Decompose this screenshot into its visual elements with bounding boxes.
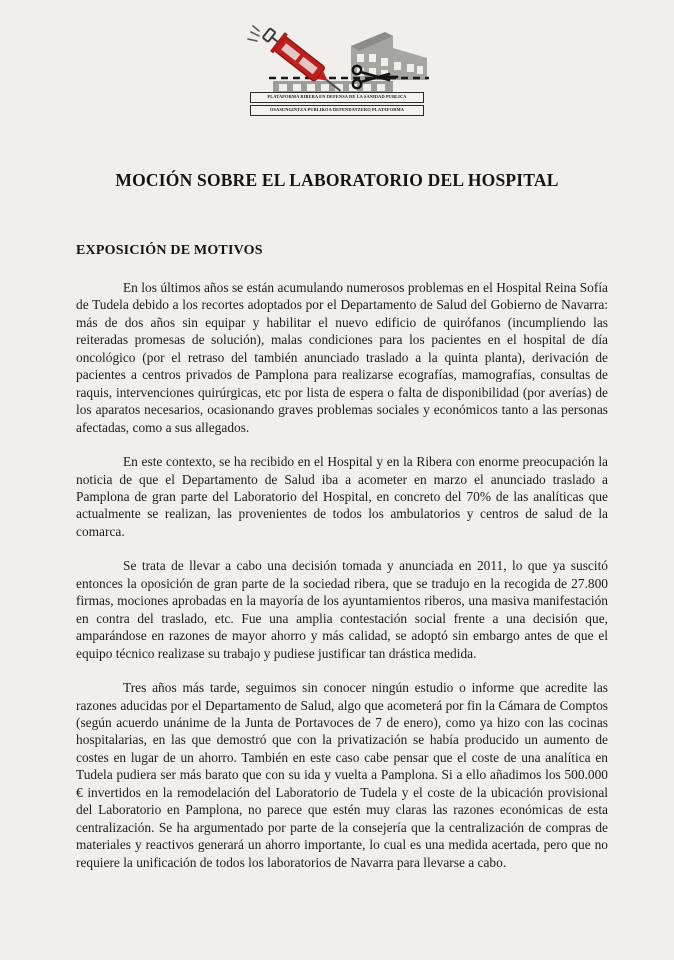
plataforma-ribera-logo	[239, 18, 435, 126]
letterhead	[0, 0, 674, 126]
logo-banner-group	[250, 92, 424, 116]
body-paragraph: Tres años más tarde, seguimos sin conocer ningún estudio o informe que acredite las razones aducidas por el Departamento de Salud, algo que acometerá por fin la Cámara de Comptos (según acuerdo unánime de la Junta de Portavoces de 7 de enero), como ya hizo con las cocinas hospitalarias, en las que demostró que con la privatización se había producido un aumento de costes en lugar de un ahorro. También en este caso cabe pensar que el coste de una analítica en Tudela pudiera ser más barato que con su ida y vuelta a Pamplona. Si a ello añadimos los 500.000 € invertidos en la remodelación del Laboratorio de Tudela y el coste de la ubicación provisional del Laboratorio en Pamplona, no parece que estén muy claras las razones económicas de esta centralización. Se ha argumentado por parte de la consejería que la centralización de compras de materiales y reactivos generará un ahorro importante, lo cual es una medida acertada, pero que no requiere la unificación de todos los laboratorios de Navarra para llevarse a cabo.	[76, 680, 608, 870]
section-heading-exposicion: EXPOSICIÓN DE MOTIVOS	[76, 243, 263, 258]
motion-marks	[248, 26, 259, 41]
logo-banner-spanish: PLATAFORMA RIBERA EN DEFENSA DE LA SANIDAD PUBLICA	[250, 92, 424, 103]
page-title: MOCIÓN SOBRE EL LABORATORIO DEL HOSPITAL	[115, 170, 559, 190]
body-paragraph: En los últimos años se están acumulando numerosos problemas en el Hospital Reina Sofía de Tudela debido a los recortes adoptados por el Departamento de Salud del Gobierno de Navarra: más de dos años sin equipar y habilitar el nuevo edificio de quirófanos (incumpliendo las reiteradas promesas de solución), malas condiciones para los pacientes en el hospital de día oncológico (por el retraso del también anunciado traslado a la quinta planta), derivación de pacientes a centros privados de Pamplona para realizarse ecografías, mamografías, consultas de raquis, intervenciones quirúrgicas, etc por lista de espera o falta de disponibilidad (por averías) de los aparatos necesarios, ocasionando graves problemas sociales y económicos tanto a las personas afectadas, como a sus allegados.	[76, 280, 608, 435]
document-body	[76, 259, 608, 871]
body-paragraph: En este contexto, se ha recibido en el Hospital y en la Ribera con enorme preocupación la noticia de que el Departamento de Salud iba a acometer en marzo el anunciado traslado a Pamplona de gran parte del Laboratorio del Hospital, en concreto del 70% de las analíticas que actualmente se realizan, las provenientes de todos los ambulatorios y centros de salud de la comarca.	[76, 454, 608, 539]
logo-banner-basque: OSASUNGINTZA PUBLIKOA DEFENDATZEKO PLATAFORMA	[250, 105, 424, 116]
body-paragraph: Se trata de llevar a cabo una decisión tomada y anunciada en 2011, lo que ya suscitó entonces la oposición de gran parte de la sociedad ribera, que se tradujo en la recogida de 27.800 firmas, mociones aprobadas en la mayoría de los ayuntamientos riberos, una masiva manifestación en contra del traslado, etc. Fue una amplia contestación social frente a una decisión que, amparándose en razones de mayor ahorro y más calidad, se adoptó sin embargo antes de que el equipo técnico realizase su trabajo y pudiese justificar tan drástica medida.	[76, 558, 608, 661]
